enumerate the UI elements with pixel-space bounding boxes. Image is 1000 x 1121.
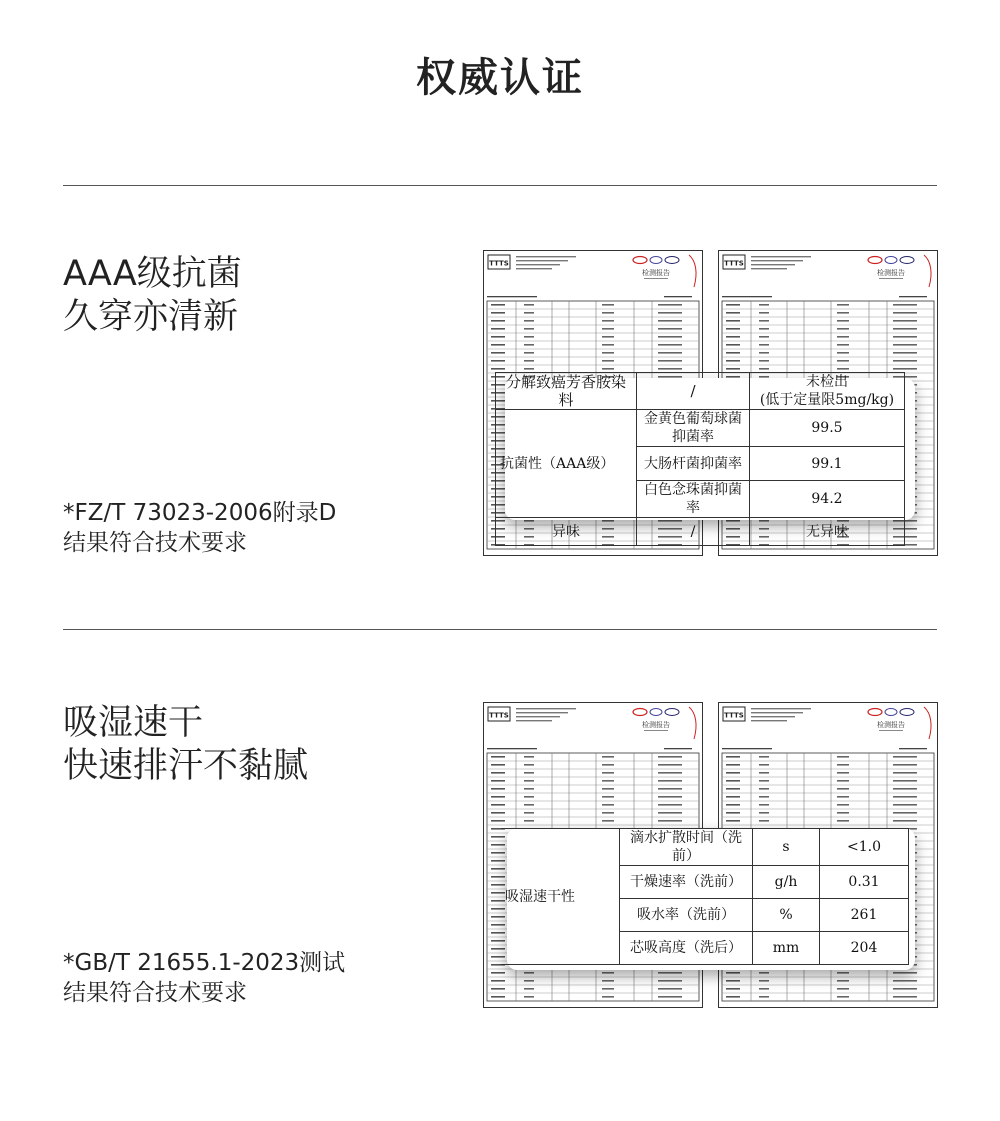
section-1-note (63, 498, 336, 558)
table-cell: 金黄色葡萄球菌抑菌率 (637, 410, 750, 447)
svg-text:TTTS: TTTS (489, 711, 509, 720)
result-text: 未检出 (805, 374, 848, 390)
table-cell: 芯吸高度（洗后） (620, 932, 753, 965)
table-cell: 261 (820, 899, 909, 932)
table-cell: 干燥速率（洗前） (620, 866, 753, 899)
report-logo-icon (488, 255, 510, 269)
antibacterial-table (495, 372, 905, 546)
table-row (496, 410, 905, 447)
section-1-heading-line-2: 久穿亦清新 (63, 297, 239, 337)
section-2-heading-line-1: 吸湿速干 (63, 703, 204, 743)
section-2-heading-line-2: 快速排汗不黏腻 (63, 746, 309, 786)
table-row (496, 373, 905, 410)
table-cell: <1.0 (820, 829, 909, 866)
table-cell: 滴水扩散时间（洗前） (620, 829, 753, 866)
svg-text:TTTS: TTTS (724, 259, 744, 268)
section-1-note-line-2: 结果符合技术要求 (63, 530, 247, 556)
report-label: 检测报告 (642, 269, 670, 277)
table-cell: mm (753, 932, 820, 965)
table-cell: / (637, 518, 750, 546)
table-row (501, 829, 909, 866)
section-1-heading-line-1: AAA级抗菌 (63, 254, 242, 294)
report-label: 检测报告 (877, 721, 905, 729)
table-cell: 94.2 (749, 481, 904, 518)
table-cell: 白色念珠菌抑菌率 (637, 481, 750, 518)
table-row (496, 518, 905, 546)
table-cell: 吸水率（洗前） (620, 899, 753, 932)
table-cell: 无异味 (749, 518, 904, 546)
table-cell: 0.31 (820, 866, 909, 899)
group-label: 吸湿速干性 (501, 829, 620, 965)
table-cell: 异味 (496, 518, 637, 546)
section-2-note-line-1: *GB/T 21655.1-2023测试 (63, 950, 346, 976)
report-label: 检测报告 (877, 269, 905, 277)
antibacterial-zoom-panel (500, 373, 915, 540)
table-cell: % (753, 899, 820, 932)
section-2-note (63, 948, 345, 1008)
table-cell: 分解致癌芳香胺染料 (496, 373, 637, 410)
report-logo-icon (723, 255, 745, 269)
divider-top (63, 185, 937, 186)
group-label: 抗菌性（AAA级） (496, 410, 637, 518)
section-1-heading (63, 253, 242, 339)
section-2-heading (63, 702, 308, 788)
report-label: 检测报告 (642, 721, 670, 729)
table-cell: 99.5 (749, 410, 904, 447)
table-cell: 204 (820, 932, 909, 965)
table-cell: / (637, 373, 750, 410)
svg-text:TTTS: TTTS (724, 711, 744, 720)
table-cell: g/h (753, 866, 820, 899)
section-2-note-line-2: 结果符合技术要求 (63, 980, 247, 1006)
divider-middle (63, 629, 937, 630)
table-cell: 大肠杆菌抑菌率 (637, 447, 750, 481)
table-cell: s (753, 829, 820, 866)
svg-text:TTTS: TTTS (489, 259, 509, 268)
section-1-note-line-1: *FZ/T 73023-2006附录D (63, 500, 337, 526)
page-title: 权威认证 (416, 55, 584, 101)
report-logo-icon (488, 707, 510, 721)
moisture-table (501, 828, 909, 965)
table-cell: 99.1 (749, 447, 904, 481)
report-logo-icon (723, 707, 745, 721)
table-cell (749, 373, 904, 410)
result-note: (低于定量限5mg/kg) (759, 392, 895, 408)
moisture-zoom-panel (507, 828, 915, 970)
